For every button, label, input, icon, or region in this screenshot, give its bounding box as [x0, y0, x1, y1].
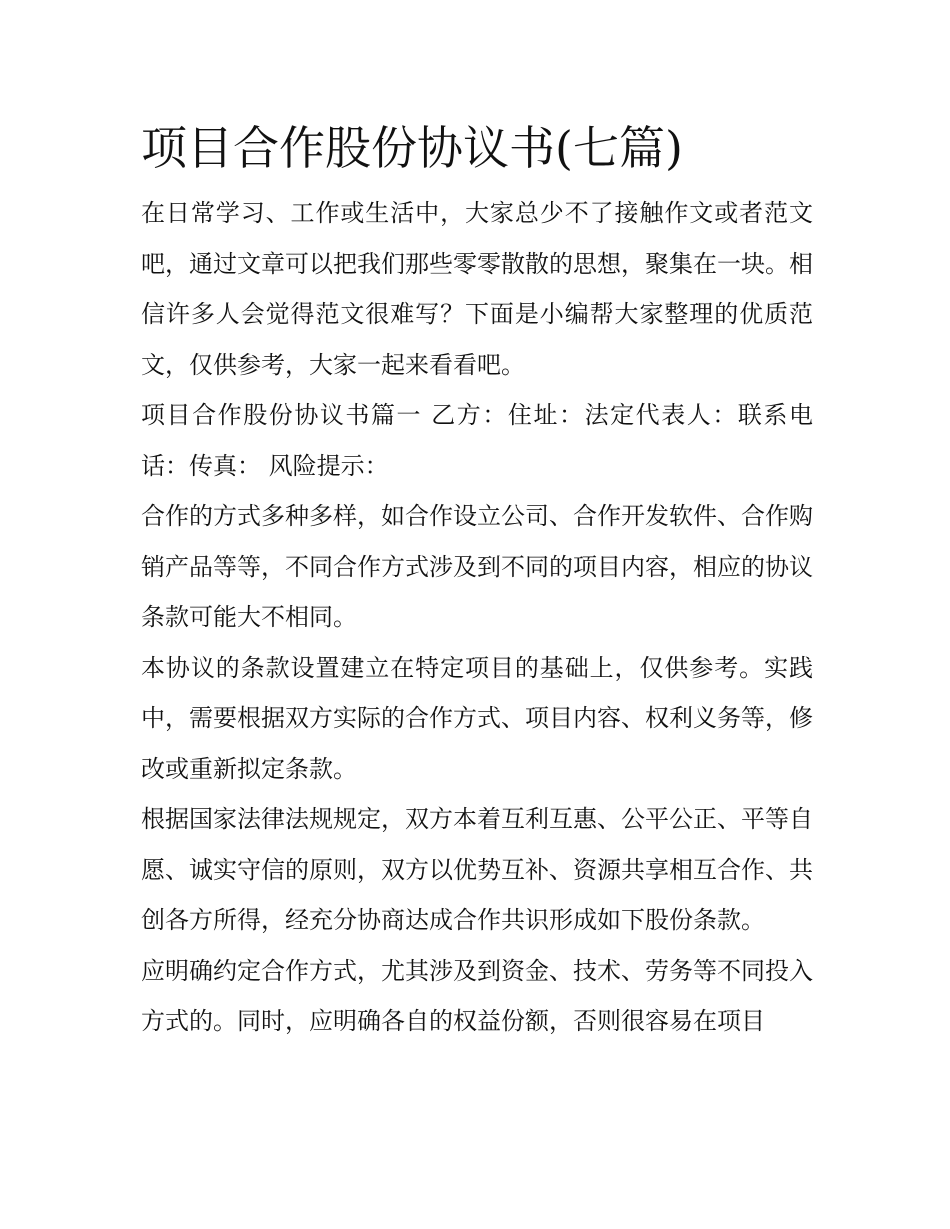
paragraph-legal-basis: 根据国家法律法规规定，双方本着互利互惠、公平公正、平等自愿、诚实守信的原则，双方以优势互补、资源共享相互合作、共创各方所得，经充分协商达成合作共识形成如下股份条款。	[141, 805, 813, 934]
paragraph-cooperation-methods: 合作的方式多种多样，如合作设立公司、合作开发软件、合作购销产品等等，不同合作方式涉及到不同的项目内容，相应的协议条款可能大不相同。	[141, 502, 813, 631]
document-title: 项目合作股份协议书(七篇)	[141, 121, 683, 175]
paragraph-party-info: 项目合作股份协议书篇一 乙方：住址：法定代表人：联系电话：传真： 风险提示：	[141, 401, 813, 480]
paragraph-terms-reference: 本协议的条款设置建立在特定项目的基础上，仅供参考。实践中，需要根据双方实际的合作方式、项目内容、权利义务等，修改或重新拟定条款。	[141, 653, 813, 783]
document-body	[141, 118, 813, 1047]
paragraph-intro: 在日常学习、工作或生活中，大家总少不了接触作文或者范文吧，通过文章可以把我们那些零零散散的思想，聚集在一块。相信许多人会觉得范文很难写？下面是小编帮大家整理的优质范文，仅供参考，大家一起来看看吧。	[141, 199, 813, 379]
paragraph-cooperation-clarify: 应明确约定合作方式，尤其涉及到资金、技术、劳务等不同投入方式的。同时，应明确各自的权益份额，否则很容易在项目	[141, 956, 813, 1035]
